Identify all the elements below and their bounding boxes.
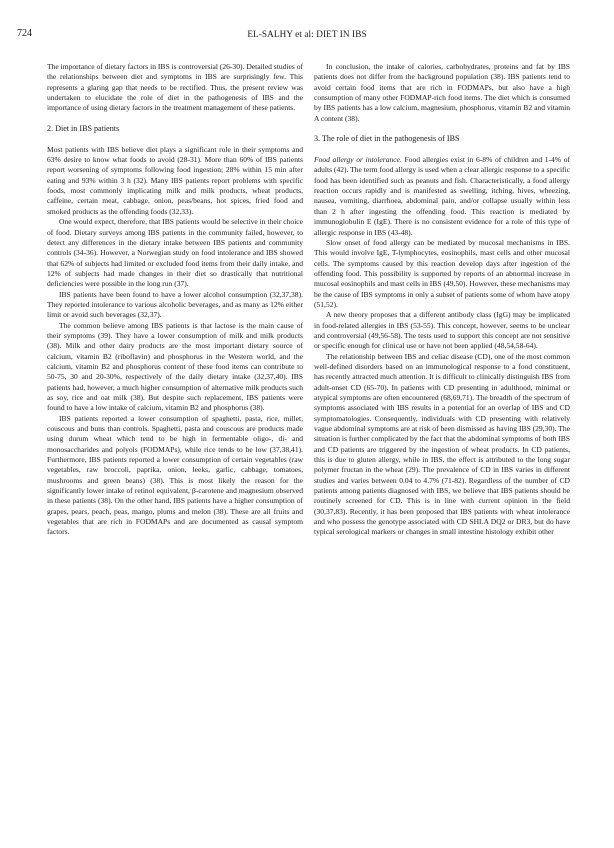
body-paragraph: Slow onset of food allergy can be mediated by mucosal mechanisms in IBS. This would involve IgE, T-lymphocytes, eosinophils, mast cells and other mucosal cells. The symptoms caused by this reaction develop days after ingestion of the offending food. This possibility is supported by reports of an abnormal increase in mucosal eosinophils and mast cells in IBS (49,50). However, these mechanisms may be the cause of IBS symptoms in only a subset of patients some of whom have atopy (51,52). xyxy=(314,237,570,309)
body-paragraph: IBS patients reported a lower consumption of spaghetti, pasta, rice, millet, couscous and buns than controls. Spaghetti, pasta and couscous are products made using durum wheat which tend to be high in fermentable oligo-, di- and monosaccharides and polyols (FODMAPs), while rice tends to be low (37,38,41). Furthermore, IBS patients reported a lower consumption of certain vegetables (raw vegetables, raw broccoli, paprika, onion, leeks, garlic, cabbage, tomatoes, mushrooms and green beans) (38). This is most likely the reason for the significantly lower intake of retinol equivalent, β-carotene and magnesium observed in these patients (38). On the other hand, IBS patients have a higher consumption of grapes, pears, peach, peas, mango, plums and melon (38). These are all fruits and vegetables that are rich in FODMAPs and are documented as causal symptom factors. xyxy=(47,413,303,537)
body-paragraph: IBS patients have been found to have a lower alcohol consumption (32,37,38). They reported intolerance to various alcoholic beverages, and as many as 12% either limit or avoid such beverages (32,37). xyxy=(47,289,303,320)
intro-paragraph: The importance of dietary factors in IBS is controversial (26-30). Detailed studies of the relationships between diet and symptoms in IBS are surprisingly few. This represents a glaring gap that needs to be rectified. Thus, the present review was undertaken to elucidate the role of diet in the pathogenesis of IBS and the importance of using dietary factors in the treatment management of these patients. xyxy=(47,62,303,113)
body-paragraph: One would expect, therefore, that IBS patients would be selective in their choice of food. Dietary surveys among IBS patients in the community failed, however, to detect any differences in the dietary intake between IBS patients and community controls (34-36). However, a Norwegian study on food intolerance and IBS showed that 62% of subjects had limited or excluded food items from their daily intake, and 12% of subjects had made changes in their diet so drastically that nutritional deficiencies were possible in the long run (37). xyxy=(47,217,303,289)
conclusion-paragraph: In conclusion, the intake of calories, carbohydrates, proteins and fat by IBS patients does not differ from the background population (38). IBS patients tend to avoid certain food items that are rich in FODMAPs, but also have a high consumption of many other FODMAP-rich food items. The diet which is consumed by IBS patients has a low calcium, magnesium, phosphorus, vitamin B2 and vitamin A content (38). xyxy=(314,62,570,123)
body-paragraph: Most patients with IBS believe diet plays a significant role in their symptoms and 63% desire to know what foods to avoid (28-31). More than 60% of IBS patients report worsening of symptoms following food ingestion; 28% within 15 min after eating and 93% within 3 h (32). Many IBS patients report problems with specific foods, most commonly implicating milk and milk products, wheat products, caffeine, certain meat, cabbage, onion, peas/beans, hot spices, fried food and smoked products as the offending foods (32,33). xyxy=(47,144,303,216)
left-column xyxy=(47,62,303,538)
section-heading-diet-in-ibs: 2. Diet in IBS patients xyxy=(47,124,120,134)
body-paragraph: The relationship between IBS and celiac disease (CD), one of the most common well-defined disorders based on an immunological response to a food constituent, has recently attracted much attention. It is difficult to clinically distinguish IBS from adult-onset CD (65-70). In patients with CD presenting in adulthood, minimal or atypical symptoms are often encountered (68,69,71). The breadth of the spectrum of symptoms associated with IBS results in a potential for an overlap of IBS and CD symptomatologies. Consequently, individuals with CD presenting with relatively vague abdominal symptoms are at risk of been dismissed as having IBS (29,30). The situation is further complicated by the fact that the abdominal symptoms of both IBS and CD patients are triggered by the ingestion of wheat products. In CD patients, this is due to gluten allergy, while in IBS, the effect is attributed to the long sugar polymer fructan in the wheat (29). The prevalence of CD in IBS varies in different studies and varies between 0.04 to 4.7% (71-82). Regardless of the number of CD patients among patients diagnosed with IBS, we believe that IBS patients should be routinely screened for CD. This is in line with current opinion in the field (30,37,83). Recently, it has been proposed that IBS patients with wheat intolerance and who possess the genotype associated with CD SHLA DQ2 or DR3, but do have typical serological markers or changes in small intestine histology exhibit other xyxy=(314,351,570,537)
page-number: 724 xyxy=(17,28,32,39)
section-heading-pathogenesis: 3. The role of diet in the pathogenesis of IBS xyxy=(314,134,460,144)
body-paragraph: A new theory proposes that a different antibody class (IgG) may be implicated in food-related allergies in IBS (53-55). This concept, however, seems to be unclear and controversial (49,56-58). The tests used to support this concept are not sensitive or specific enough for clinical use or have not been applied (48,54,58-64). xyxy=(314,310,570,351)
body-paragraph: The common believe among IBS patients is that lactose is the main cause of their symptoms (39). They have a lower consumption of milk and milk products (38). Milk and other dairy products are the most important dietary source of calcium, vitamin B2 (riboflavin) and phosphorus in the Western world, and the calcium, vitamin B2 and phosphorus content of these food items can contribute to 50-75, 30 and 20-30%, respectively of the daily dietary intake (32,37,40). IBS patients had, however, a much higher consumption of alternative milk products such as soy, rice and oat milk (38). But despite such replacement, IBS patients were found to have a low intake of calcium, vitamin B2 and phosphorus (38). xyxy=(47,320,303,413)
food-allergy-text: Food allergies exist in 6-8% of children and 1-4% of adults (42). The term food allergy is used when a clear allergic response to a specific food has been identified such as peanuts and fish. Characteristically, a food allergy reaction occurs rapidly and is manifested as swelling, itching, hives, wheezing, nausea, vomiting, diarrhoea, abdominal pain, and/or collapse usually within less than 2 h after ingesting the offending food. This reaction is mediated by immunoglobulin E (IgE). There is no consistent evidence for a role of this type of allergic response in IBS (43-48). xyxy=(314,155,571,237)
food-allergy-subheading: Food allergy or intolerance. xyxy=(314,155,402,165)
page-header xyxy=(17,27,597,41)
food-allergy-paragraph xyxy=(314,155,570,238)
running-head: EL-SALHY et al: DIET IN IBS xyxy=(247,29,367,39)
right-column xyxy=(314,62,570,538)
